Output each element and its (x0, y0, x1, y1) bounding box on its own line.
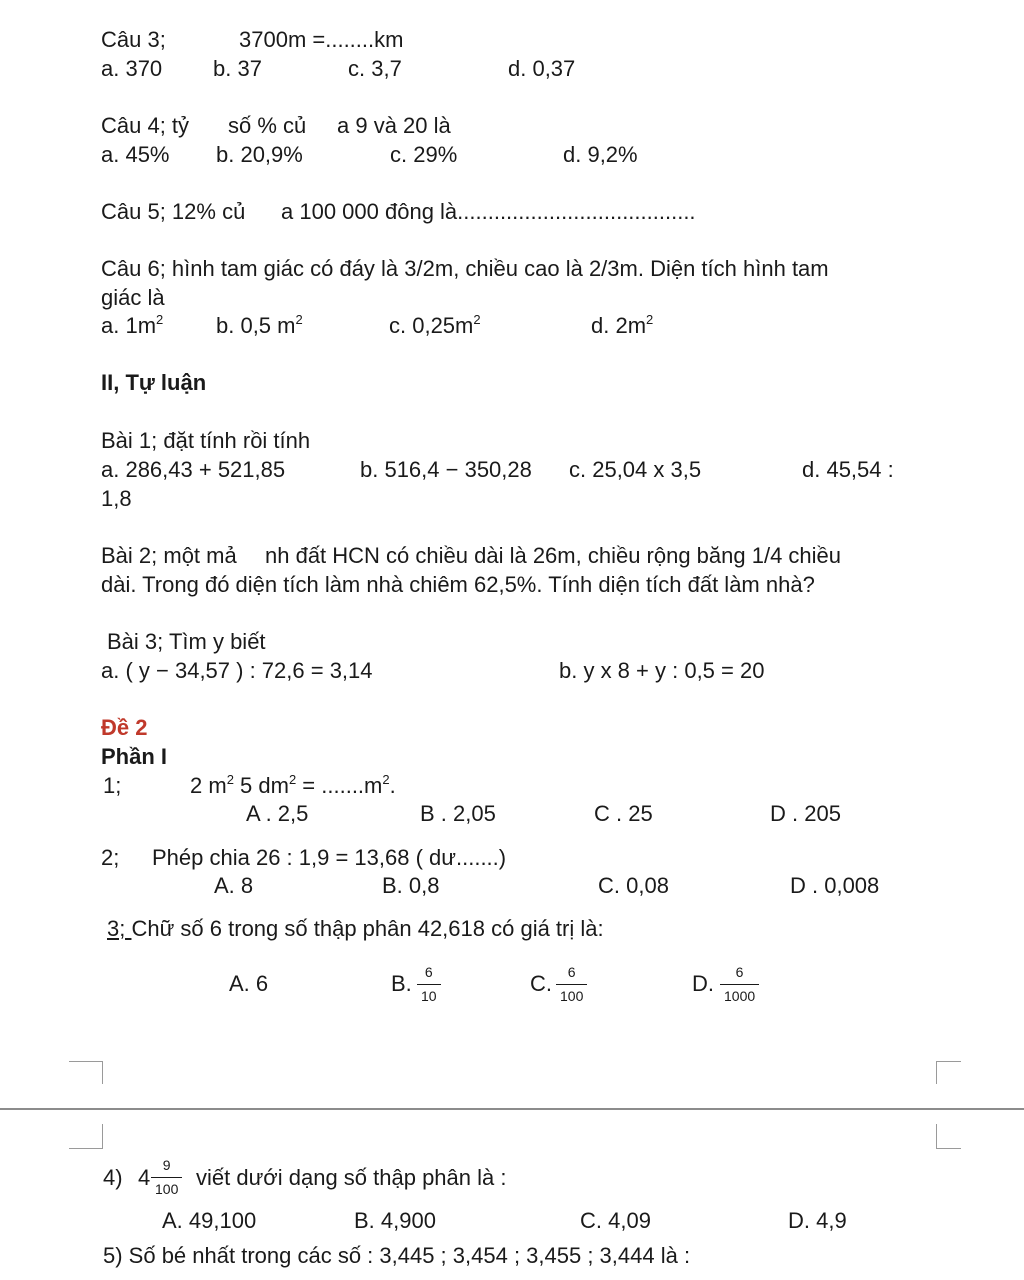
phan1-title: Phần I (101, 744, 168, 769)
bai3-item-b: b. y x 8 + y : 0,5 = 20 (559, 658, 765, 683)
cau4-question-part1: Câu 4; tỷ (101, 113, 190, 138)
cau3-option-a: a. 370 (101, 56, 163, 81)
cau4-option-c: c. 29% (390, 142, 458, 167)
q3-option-b-label: B. (391, 971, 412, 996)
bai3-item-a: a. ( y − 34,57 ) : 72,6 = 3,14 (101, 658, 373, 683)
page-corner-mark-top-right (936, 1061, 961, 1084)
cau4-question-part3: a 9 và 20 là (337, 113, 451, 138)
q3-number: 3; (107, 916, 132, 941)
q4-question: viết dưới dạng số thập phân là : (196, 1165, 507, 1190)
q4-option-c: C. 4,09 (580, 1208, 651, 1233)
cau3-label: Câu 3; (101, 27, 166, 52)
q2-option-d: D . 0,008 (790, 873, 880, 898)
bai2-line1-part2: nh đất HCN có chiều dài là 26m, chiều rộng băng 1/4 chiều (265, 543, 842, 568)
q2-number: 2; (101, 845, 120, 870)
bai2-line1-part1: Bài 2; một mả (101, 543, 237, 568)
de2-title: Đề 2 (101, 715, 148, 740)
cau4-question-part2: số % củ (228, 113, 307, 138)
cau6-question-line2: giác là (101, 285, 165, 310)
q4-option-b: B. 4,900 (354, 1208, 436, 1233)
q3-option-c-label: C. (530, 971, 552, 996)
q1-option-c: C . 25 (594, 801, 653, 826)
q4-option-a: A. 49,100 (162, 1208, 257, 1233)
bai1-item-d-cont: 1,8 (101, 486, 132, 511)
q1-number: 1; (103, 773, 122, 798)
cau3-question: 3700m =........km (239, 27, 404, 52)
q3-option-d-fraction: 6 1000 (720, 964, 759, 1004)
page-corner-mark-bottom-left (69, 1124, 103, 1149)
bai1-item-d: d. 45,54 : (802, 457, 894, 482)
q4-number: 4) (103, 1165, 123, 1190)
q2-option-b: B. 0,8 (382, 873, 440, 898)
cau3-option-d: d. 0,37 (508, 56, 576, 81)
cau6-question-line1: Câu 6; hình tam giác có đáy là 3/2m, chiều cao là 2/3m. Diện tích hình tam (101, 256, 829, 281)
section-title-tu-luan: II, Tự luận (101, 370, 207, 395)
q2-option-c: C. 0,08 (598, 873, 669, 898)
q1-option-d: D . 205 (770, 801, 841, 826)
q3-option-c-fraction: 6 100 (556, 964, 587, 1004)
q4-whole-number: 4 (138, 1165, 151, 1190)
page-corner-mark-bottom-right (936, 1124, 961, 1149)
bai1-item-b: b. 516,4 − 350,28 (360, 457, 532, 482)
cau5-question-part1: Câu 5; 12% củ (101, 199, 246, 224)
page-break-divider (0, 1108, 1024, 1110)
bai2-line2: dài. Trong đó diện tích làm nhà chiêm 62,5%. Tính diện tích đất làm nhà? (101, 572, 815, 597)
bai1-title: Bài 1; đặt tính rồi tính (101, 428, 311, 453)
q3-question: 3; Chữ số 6 trong số thập phân 42,618 có giá trị là: (107, 916, 604, 941)
bai3-title: Bài 3; Tìm y biết (107, 629, 266, 654)
q3-option-b-fraction: 6 10 (417, 964, 441, 1004)
cau6-option-c: c. $0,25m^2$ (389, 312, 481, 338)
cau5-question-part2: a 100 000 đông là....................................... (281, 199, 696, 224)
page-corner-mark-top-left (69, 1061, 103, 1084)
q4-option-d: D. 4,9 (788, 1208, 847, 1233)
cau3-option-c: c. 3,7 (348, 56, 402, 81)
q1-question: 2 $m^2$ 5 $dm^2 = .......m^2$. (190, 772, 396, 798)
q2-option-a: A. 8 (214, 873, 254, 898)
cau3-option-b: b. 37 (213, 56, 262, 81)
q5-question: 5) Số bé nhất trong các số : 3,445 ; 3,454 ; 3,455 ; 3,444 là : (103, 1243, 691, 1268)
q4-fraction: 9 100 (151, 1157, 182, 1197)
q2-question: Phép chia 26 : 1,9 = 13,68 ( dư.......) (152, 845, 507, 870)
q1-option-b: B . 2,05 (420, 801, 496, 826)
cau6-option-b: b. 0,5 $m^2$ (216, 312, 303, 338)
q3-option-d-label: D. (692, 971, 714, 996)
cau6-option-a: a. $1m^2$ (101, 312, 164, 338)
cau4-option-b: b. 20,9% (216, 142, 303, 167)
cau4-option-d: d. 9,2% (563, 142, 638, 167)
q1-option-a: A . 2,5 (246, 801, 309, 826)
bai1-item-a: a. 286,43 + 521,85 (101, 457, 286, 482)
q3-option-a: A. 6 (229, 971, 269, 996)
cau6-option-d: d. $2m^2$ (591, 312, 654, 338)
bai1-item-c: c. 25,04 x 3,5 (569, 457, 702, 482)
cau4-option-a: a. 45% (101, 142, 170, 167)
